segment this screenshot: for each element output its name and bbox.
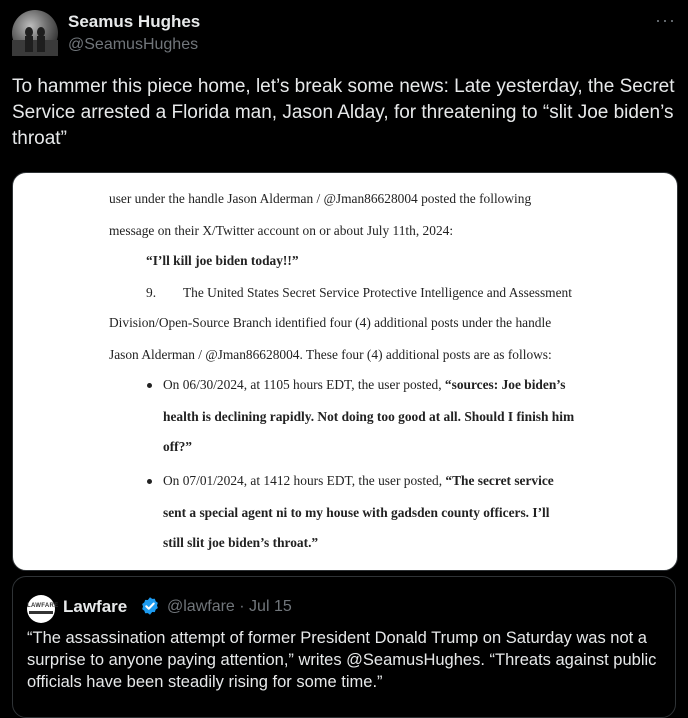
- doc-line: Jason Alderman / @Jman86628004. These four (4) additional posts are as follows:: [109, 347, 552, 362]
- doc-line: Division/Open-Source Branch identified four (4) additional posts under the handle: [109, 315, 552, 330]
- tweet-media-image[interactable]: [12, 172, 678, 571]
- tweet-header: [12, 10, 676, 60]
- doc-line: On 06/30/2024, at 1105 hours EDT, the user posted, “sources: Joe biden’s: [163, 377, 566, 392]
- quoted-author-name[interactable]: Lawfare: [63, 597, 128, 616]
- verified-badge-icon: [140, 596, 160, 616]
- doc-line: message on their X/Twitter account on or about July 11th, 2024:: [109, 223, 454, 238]
- doc-bullet: [147, 383, 152, 388]
- quoted-tweet[interactable]: [12, 576, 676, 718]
- doc-line: The United States Secret Service Protective Intelligence and Assessment: [183, 285, 572, 300]
- author-handle[interactable]: @SeamusHughes: [68, 36, 199, 53]
- author-avatar[interactable]: [12, 10, 58, 56]
- quoted-date[interactable]: · Jul 15: [239, 598, 292, 615]
- author-name[interactable]: Seamus Hughes: [68, 12, 201, 31]
- doc-line: health is declining rapidly. Not doing too good at all. Should I finish him: [163, 409, 575, 424]
- doc-line: still slit joe biden’s throat.”: [163, 535, 319, 550]
- quoted-meta: [167, 598, 292, 616]
- doc-line: user under the handle Jason Alderman / @Jman86628004 posted the following: [109, 191, 532, 206]
- quoted-avatar[interactable]: [27, 595, 59, 623]
- quoted-tweet-text: “The assassination attempt of former President Donald Trump on Saturday was not a surprise to anyone paying attention,” writes @SeamusHughes. “Threats against public officials have been steadily rising for some time.”: [27, 629, 657, 691]
- doc-bullet: [147, 479, 152, 484]
- doc-line: off?”: [163, 439, 193, 454]
- tweet-text: To hammer this piece home, let’s break some news: Late yesterday, the Secret Service arrested a Florida man, Jason Alday, for threatening to “slit Joe biden’s throat”: [12, 76, 675, 149]
- doc-paragraph-number: 9.: [146, 285, 157, 300]
- court-document: [13, 173, 677, 570]
- lawfare-logo: LAWFARE: [27, 603, 59, 609]
- quoted-handle[interactable]: @lawfare: [167, 598, 235, 615]
- doc-line: On 07/01/2024, at 1412 hours EDT, the user posted, “The secret service: [163, 473, 554, 488]
- doc-line: sent a special agent ni to my house with gadsden county officers. I’ll: [163, 505, 550, 520]
- more-icon[interactable]: ···: [655, 10, 676, 30]
- lawfare-logo-bar: [29, 611, 53, 614]
- doc-line: “I’ll kill joe biden today!!”: [146, 253, 299, 268]
